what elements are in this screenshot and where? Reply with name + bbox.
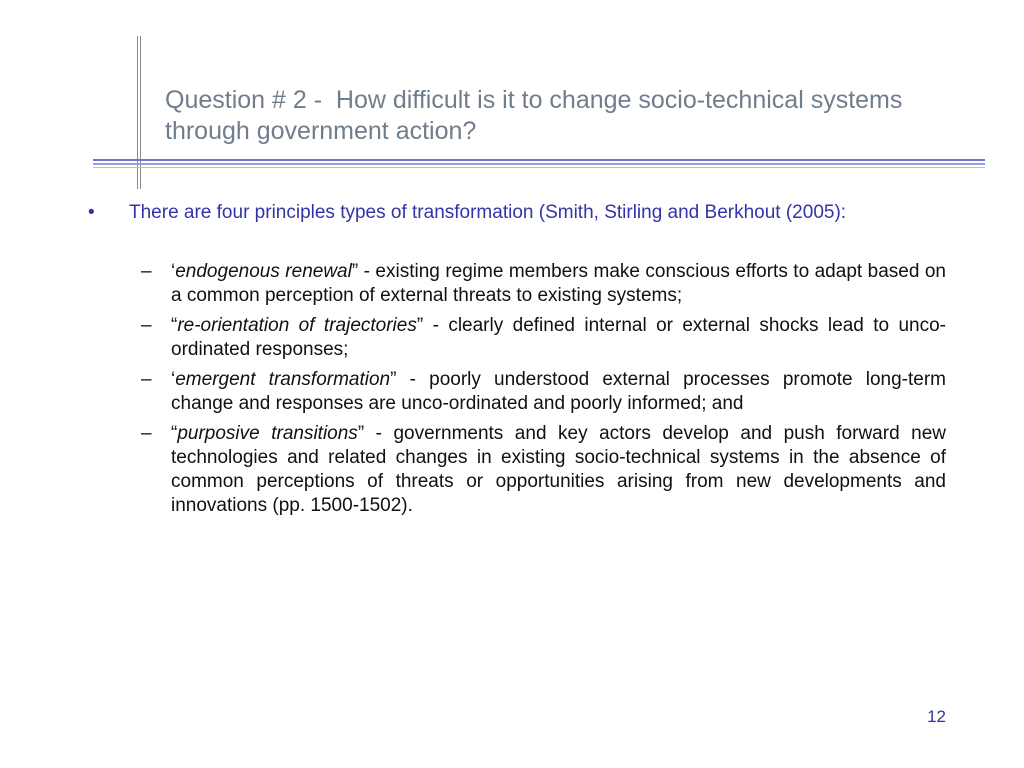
description: - clearly defined internal or external shocks lead to unco-ordinated responses; (171, 315, 946, 360)
list-item-text (171, 422, 946, 518)
term: purposive transitions (177, 423, 358, 444)
list-item-text (171, 368, 946, 416)
horizontal-rule (93, 163, 985, 165)
close-quote: ” (357, 423, 365, 444)
horizontal-rule (93, 167, 985, 168)
list-item (141, 260, 946, 308)
close-quote: ” (390, 369, 397, 390)
description: - existing regime members make conscious efforts to adapt based on a common perception of external threats to existing systems; (171, 261, 946, 306)
list-item (141, 422, 946, 518)
description: - poorly understood external processes promote long-term change and responses are unco-ordinated and poorly informed; and (171, 369, 946, 414)
list-item-text (171, 314, 946, 362)
bullet-text: There are four principles types of transformation (Smith, Stirling and Berkhout (2005): (129, 202, 847, 223)
horizontal-rule (93, 159, 985, 161)
term: emergent transformation (175, 369, 391, 390)
open-quote: ‘ (171, 261, 176, 282)
list-item (141, 314, 946, 362)
slide-content (84, 201, 946, 524)
dash-mark: – (141, 315, 152, 336)
description: - governments and key actors develop and push forward new technologies and related changes in existing socio-technical systems in the absence of common perceptions of threats or opportunities arising from new developments and innovations (pp. 1500-1502). (171, 423, 946, 516)
bullet-item (84, 201, 946, 225)
term: endogenous renewal (175, 261, 352, 282)
dash-mark: – (141, 369, 152, 390)
dash-mark: – (141, 261, 152, 282)
open-quote: “ (171, 423, 178, 444)
sub-list (141, 260, 946, 518)
open-quote: “ (171, 315, 178, 336)
slide-title: Question # 2 - How difficult is it to change socio-technical systems through government action? (165, 86, 910, 145)
close-quote: ” (416, 315, 424, 336)
list-item (141, 368, 946, 416)
open-quote: ‘ (171, 369, 176, 390)
list-item-text (171, 260, 946, 308)
close-quote: ” (351, 261, 359, 282)
bullet-mark: • (88, 202, 95, 223)
page-number: 12 (927, 707, 946, 726)
dash-mark: – (141, 423, 152, 444)
term: re-orientation of trajectories (177, 315, 417, 336)
